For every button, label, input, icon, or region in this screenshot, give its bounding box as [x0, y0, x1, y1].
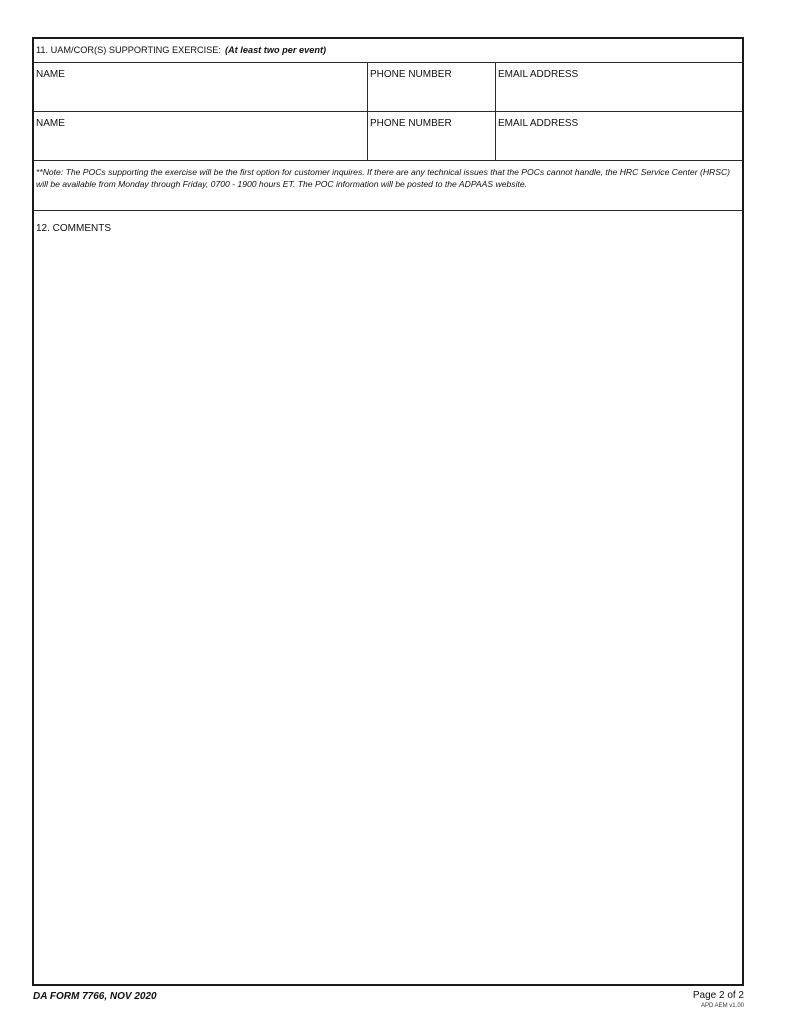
comments-field[interactable]	[38, 241, 738, 980]
poc-note-text: **Note: The POCs supporting the exercise will be the first option for customer inquires. If there are any technical issues that the POCs cannot handle, the HRC Service Center (HRSC) will be available from Monday through Friday, 0700 - 1900 hours ET. The POC information will be posted to the ADPAAS website.	[36, 167, 731, 189]
poc-2-email-field[interactable]	[500, 136, 738, 154]
poc-note-row	[34, 161, 742, 211]
poc-1-phone-field[interactable]	[372, 87, 491, 105]
poc-2-email-cell[interactable]	[496, 112, 742, 160]
poc-2-phone-label: PHONE NUMBER	[370, 118, 452, 129]
poc-1-name-label: NAME	[36, 69, 65, 80]
poc-2-email-label: EMAIL ADDRESS	[498, 118, 579, 129]
section-11-title	[36, 45, 326, 55]
poc-2-name-field[interactable]	[38, 136, 363, 154]
form-identifier: DA FORM 7766, NOV 2020	[33, 991, 157, 1002]
poc-1-email-field[interactable]	[500, 87, 738, 105]
comments-label: 12. COMMENTS	[36, 223, 112, 234]
poc-1-phone-label: PHONE NUMBER	[370, 69, 452, 80]
poc-1-phone-cell[interactable]	[368, 63, 496, 111]
section-11-hint: (At least two per event)	[224, 45, 327, 55]
poc-1-email-cell[interactable]	[496, 63, 742, 111]
poc-1-name-cell[interactable]	[34, 63, 368, 111]
poc-2-name-label: NAME	[36, 118, 65, 129]
form-version: APD AEM v1.00	[700, 1003, 744, 1009]
section-11-header	[34, 39, 742, 63]
poc-row-1	[34, 63, 742, 112]
comments-section	[34, 211, 742, 984]
poc-2-phone-cell[interactable]	[368, 112, 496, 160]
poc-2-phone-field[interactable]	[372, 136, 491, 154]
poc-1-email-label: EMAIL ADDRESS	[498, 69, 579, 80]
poc-1-name-field[interactable]	[38, 87, 363, 105]
poc-row-2	[34, 112, 742, 161]
poc-2-name-cell[interactable]	[34, 112, 368, 160]
form-page-frame	[32, 37, 744, 986]
page-number: Page 2 of 2	[692, 990, 744, 1001]
section-11-title-text: 11. UAM/COR(S) SUPPORTING EXERCISE:	[36, 45, 221, 55]
